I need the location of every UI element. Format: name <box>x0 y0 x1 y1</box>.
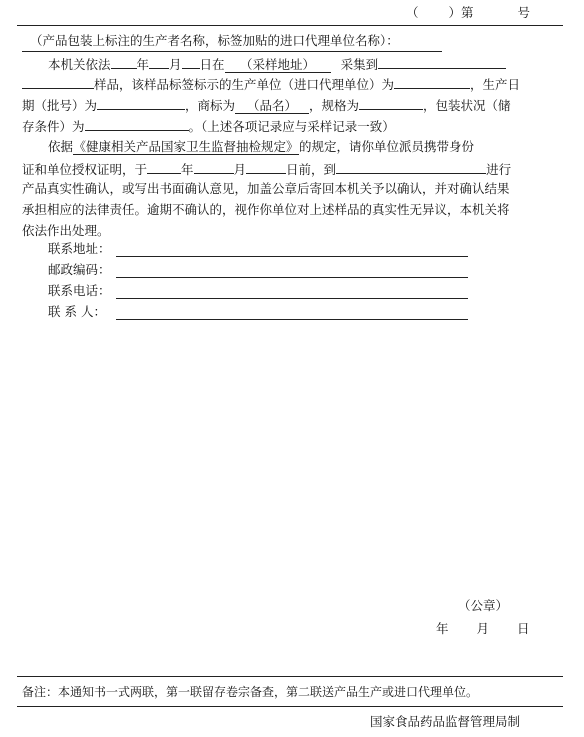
contact-person-line <box>116 319 468 320</box>
document-number <box>406 5 530 21</box>
product-name-field: （品名） <box>235 98 309 114</box>
sample-day-blank <box>182 55 200 69</box>
contact-postcode-line <box>116 277 468 278</box>
sample-month-blank <box>149 55 169 69</box>
recipient-underline <box>22 51 442 52</box>
contact-address-line <box>116 256 468 257</box>
paragraph2-line1: 依据《健康相关产品国家卫生监督抽检规定》的规定，请你单位派员携带身份 <box>48 139 475 154</box>
sample-unit-blank <box>378 55 506 69</box>
contact-address-label: 联系地址： <box>48 241 111 256</box>
signature-date: 年 月 日 <box>436 621 530 636</box>
paragraph2-line2: 证和单位授权证明，于 年 月 日前，到 进行 <box>22 162 512 177</box>
footer-remark: 备注：本通知书一式两联，第一联留存卷宗备查，第二联送产品生产或进口代理单位。 <box>22 685 479 699</box>
sample-name-blank <box>22 75 94 89</box>
regulation-field: 《健康相关产品国家卫生监督抽检规定》 <box>73 139 299 154</box>
spec-blank <box>359 96 423 110</box>
number-prefix: 第 <box>461 5 474 20</box>
footer-bottom-rule <box>17 706 563 707</box>
deadline-year-blank <box>147 160 181 174</box>
batch-blank <box>97 96 185 110</box>
producer-blank <box>394 75 470 89</box>
number-suffix: 号 <box>517 5 531 20</box>
contact-person-label: 联 系 人： <box>48 304 106 319</box>
paragraph2-line3: 产品真实性确认，或写出书面确认意见，加盖公章后寄回本机关予以确认，并对确认结果 <box>22 181 510 196</box>
sample-year-blank <box>111 55 137 69</box>
storage-blank <box>85 117 189 131</box>
contact-postcode-label: 邮政编码： <box>48 262 111 277</box>
deadline-day-blank <box>246 160 286 174</box>
contact-phone-line <box>116 298 468 299</box>
paragraph1-line4: 存条件）为 。（上述各项记录应与采样记录一致） <box>22 119 395 134</box>
official-seal: （公章） <box>458 598 509 613</box>
confirm-location-blank <box>336 160 486 174</box>
issuer: 国家食品药品监督管理局制 <box>370 714 521 729</box>
paragraph1-line2: 样品，该样品标签标示的生产单位（进口代理单位）为 ，生产日 <box>22 75 520 93</box>
deadline-month-blank <box>194 160 234 174</box>
footer-top-rule <box>17 676 563 677</box>
paragraph1-line3: 期（批号）为 ，商标为 （品名） ，规格为 ，包装状况（储 <box>22 98 511 113</box>
paragraph2-line4: 承担相应的法律责任。逾期不确认的，视作你单位对上述样品的真实性无异议，本机关将 <box>22 202 510 217</box>
number-bracket-open: （ <box>406 5 419 20</box>
contact-phone-label: 联系电话： <box>48 283 111 298</box>
paragraph2-line5: 依法作出处理。 <box>22 223 110 238</box>
paragraph1-line1: 本机关依法 年 月 日在 （采样地址） 采集到 <box>48 55 506 73</box>
number-bracket-close: ） <box>448 5 462 20</box>
sample-location-field: （采样地址） <box>225 57 331 73</box>
header-rule <box>17 25 563 26</box>
recipient-line: （产品包装上标注的生产者名称，标签加贴的进口代理单位名称）： <box>30 33 399 48</box>
